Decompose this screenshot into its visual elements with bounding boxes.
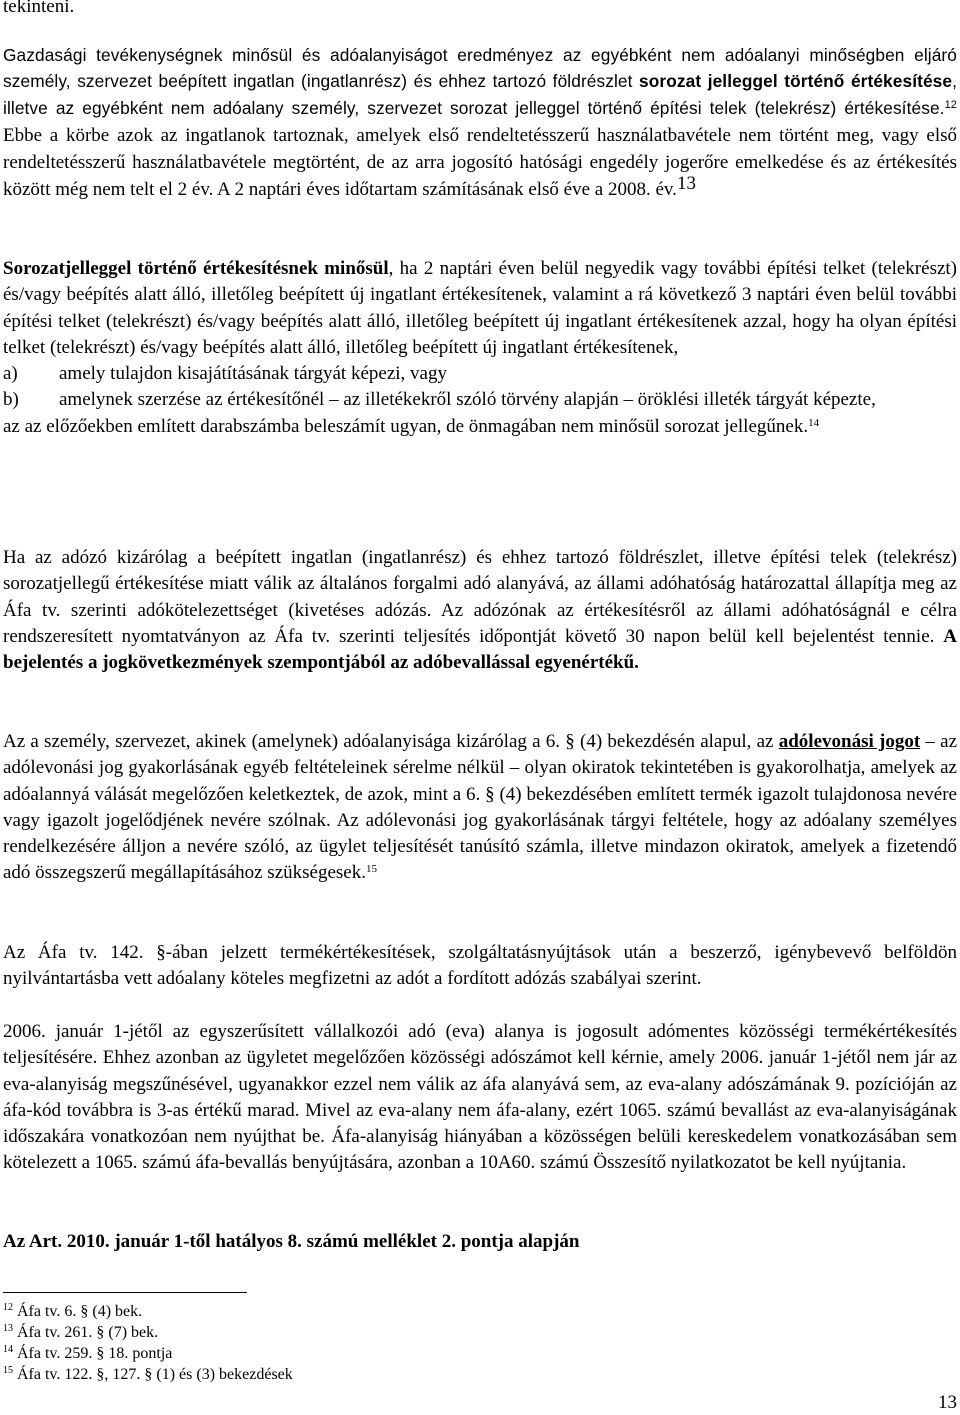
para7-bold-text: Az Art. 2010. január 1-től hatályos 8. számú melléklet 2. pontja alapján xyxy=(3,1231,580,1252)
para1-text-a: Gazdasági tevékenységnek minősül és adóalanyiságot eredményez az egyébként nem adóalanyi minőségben eljáró személy, szervezet beépített ingatlan (ingatlanrész) és ehhez tartozó földrészlet xyxy=(3,45,957,92)
footnote-text-13: Áfa tv. 261. § (7) bek. xyxy=(17,1324,159,1341)
paragraph-3 xyxy=(3,545,957,676)
para1-text-b: , illetve az egyébként nem adóalany személy, szervezet sorozat jelleggel történő építési telek (telekrész) értékesítése. xyxy=(3,71,957,118)
paragraph-5 xyxy=(3,940,957,993)
list-item-a xyxy=(3,361,957,387)
footnote-15 xyxy=(3,1365,293,1385)
paragraph-5-text: Az Áfa tv. 142. §-ában jelzett termékértékesítések, szolgáltatásnyújtások után a beszerző, igénybevevő belföldön nyilvántartásba vett adóalany köteles megfizetni az adót a fordított adózás szabályai szerint. xyxy=(3,942,957,990)
paragraph-4 xyxy=(3,729,957,887)
list-label-b: b) xyxy=(3,389,19,411)
paragraph-2-tail xyxy=(3,414,957,440)
footnote-text-14: Áfa tv. 259. § 18. pontja xyxy=(17,1345,173,1362)
paragraph-1-text xyxy=(3,42,957,204)
top-fragment xyxy=(3,0,957,20)
paragraph-4-text xyxy=(3,729,957,887)
footnote-separator xyxy=(3,1292,247,1293)
paragraph-3-text xyxy=(3,545,957,676)
paragraph-2-text xyxy=(3,256,957,361)
footnote-ref-14[interactable]: 14 xyxy=(808,416,820,429)
para3-text-a: Ha az adózó kizárólag a beépített ingatlan (ingatlanrész) és ehhez tartozó földrészlet, illetve építési telek (telekrész) sorozatjellegű értékesítése miatt válik az általános forgalmi adó alanyává, az állami adóhatóság határozattal állapítja meg az Áfa tv. szerinti adókötelezettséget (kivetéses adózás. Az adózónak az értékesítésről az állami adóhatóságnál e célra rendszeresített nyomtatványon az Áfa tv. szerinti teljesítés időpontját követő 30 napon belül kell bejelentést tennie. xyxy=(3,547,957,647)
para4-text-b: – az adólevonási jog gyakorlásának egyéb feltételeinek sérelme nélkül – olyan okiratok tekintetében is gyakorolhatja, amelyek az adóalannyá válását megelőzően keletkeztek, de azok, mint a 6. § (4) bekezdésében említett termék igazolt tulajdonosa nevére vagy igazolt jogelődjének nevére szólnak. Az adólevonási jog gyakorlásának tárgyi feltétele, hogy az adóalany személyes rendelkezésére álljon a nevére szóló, az ügylet teljesítését tanúsító számla, illetve mindazon okiratok, amelyek a fizetendő adó összegszerű megállapításához szükségesek. xyxy=(3,731,957,884)
footnote-num-13: 13 xyxy=(3,1323,13,1334)
footnote-text-15: Áfa tv. 122. §, 127. § (1) és (3) bekezdések xyxy=(17,1366,293,1383)
para4-bold-a: adólevonási jogot xyxy=(778,731,921,752)
footnote-ref-15[interactable]: 15 xyxy=(365,863,377,876)
list-text-a: amely tulajdon kisajátításának tárgyát képezi, vagy xyxy=(59,363,447,385)
footnote-ref-13[interactable]: 13 xyxy=(676,173,696,195)
para4-text-a: Az a személy, szervezet, akinek (amelynek) adóalanyisága kizárólag a 6. § (4) bekezdésén alapul, az xyxy=(3,731,779,752)
footnote-12 xyxy=(3,1302,142,1322)
para2-text-b: az az előzőekben említett darabszámba beleszámít ugyan, de önmagában nem minősül sorozat jellegűnek. xyxy=(3,415,809,437)
footnote-num-12: 12 xyxy=(3,1302,13,1313)
list-label-a: a) xyxy=(3,363,18,385)
footnote-14 xyxy=(3,1344,172,1364)
list-item-b xyxy=(3,387,957,413)
paragraph-2 xyxy=(3,256,957,440)
page-number: 13 xyxy=(938,1392,957,1413)
paragraph-6 xyxy=(3,1019,957,1177)
footnote-text-12: Áfa tv. 6. § (4) bek. xyxy=(17,1303,143,1320)
para2-text-a: , ha 2 naptári éven belül negyedik vagy további építési telket (telekrészt) és/vagy beépítés alatt álló, illetőleg beépített új ingatlant értékesítenek, valamint a rá következő 3 naptári éven belül további építési telket (telekrészt) és/vagy beépítés alatt álló, illetőleg beépített új ingatlant értékesítenek azzal, hogy ha olyan építési telket (telekrészt) és/vagy beépítés alatt álló, illetőleg beépített új ingatlant értékesítenek, xyxy=(3,258,957,358)
paragraph-7-text xyxy=(3,1229,957,1255)
paragraph-7 xyxy=(3,1229,957,1255)
paragraph-1 xyxy=(3,42,957,204)
para3-bold-a: A bejelentés a jogkövetkezmények szempontjából az adóbevallással egyenértékű. xyxy=(3,625,957,674)
para1-bold-a: sorozat jelleggel történő értékesítése xyxy=(639,71,953,92)
footnote-num-14: 14 xyxy=(3,1344,13,1355)
para2-bold-a: Sorozatjelleggel történő értékesítésnek minősül xyxy=(3,258,389,279)
top-fragment-text: tekinteni. xyxy=(3,0,75,17)
footnote-num-15: 15 xyxy=(3,1365,13,1376)
footnote-ref-12[interactable]: 12 xyxy=(944,98,957,111)
list-text-b: amelynek szerzése az értékesítőnél – az illetékekről szóló törvény alapján – öröklési illeték tárgyát képezte, xyxy=(59,389,876,411)
para1-text-c: Ebbe a körbe azok az ingatlanok tartoznak, amelyek első rendeltetésszerű használatbavétele nem történt meg, vagy első rendeltetésszerű használatbavétele megtörtént, de az arra jogosító hatósági engedély jogerőre emelkedése és az értékesítés között még nem telt el 2 év. A 2 naptári éves időtartam számításának első éve a 2008. év. xyxy=(3,124,957,201)
footnote-13 xyxy=(3,1323,158,1343)
paragraph-6-text: 2006. január 1-jétől az egyszerűsített vállalkozói adó (eva) alanya is jogosult adómentes közösségi termékértékesítés teljesítésére. Ehhez azonban az ügyletet megelőzően közösségi adószámot kell kérnie, amely 2006. január 1-jétől nem jár az eva-alanyiság megszűnésével, ugyanakkor ezzel nem válik az áfa alanyává sem, az eva-alany adószámának 9. pozícióján az áfa-kód továbbra is 3-as értékű marad. Mivel az eva-alany nem áfa-alany, ezért 1065. számú bevallást az eva-alanyiságának időszakára vonatkozóan nem nyújthat be. Áfa-alanyiság hiányában a közösségen belüli kereskedelem vonatkozásában sem kötelezett a 1065. számú áfa-bevallás benyújtására, azonban a 10A60. számú Összesítő nyilatkozatot be kell nyújtania. xyxy=(3,1021,957,1174)
